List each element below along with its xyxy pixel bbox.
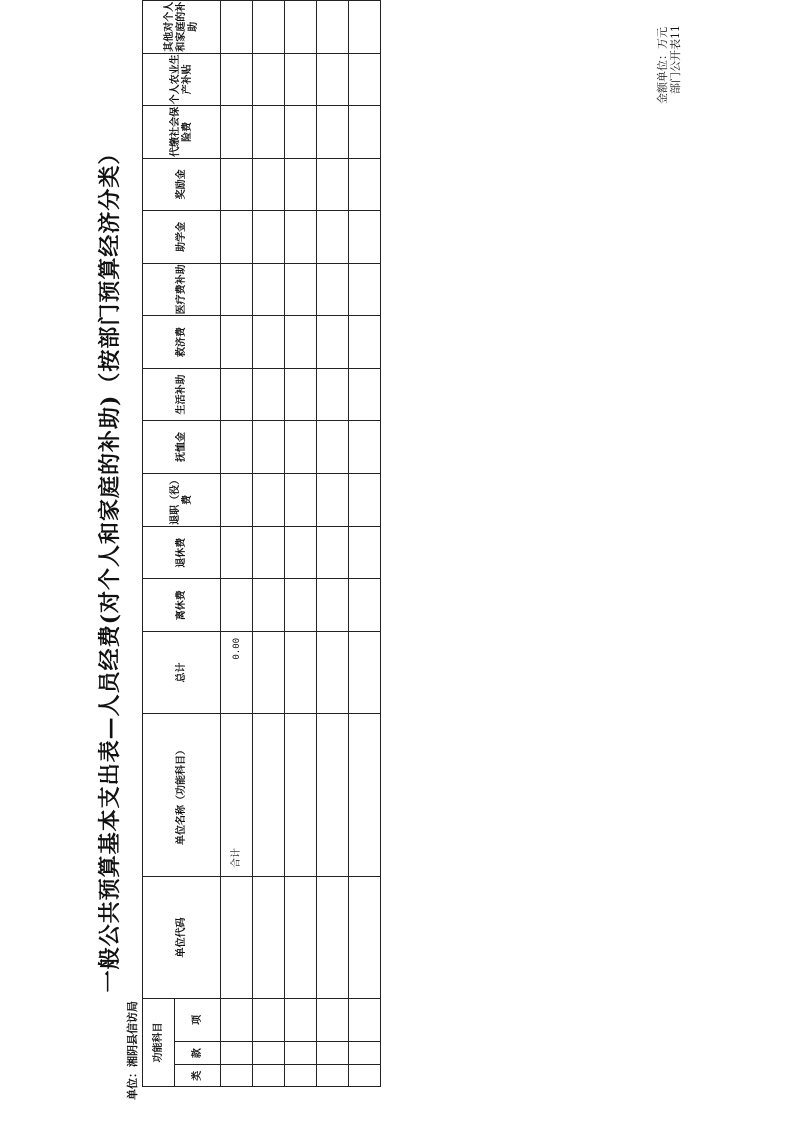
- form-number: 部门公开表11: [669, 25, 682, 94]
- col-unit-code: 单位代码: [143, 876, 221, 998]
- total-row-label: 合计: [221, 714, 253, 877]
- col-econ-5: 生活补助: [143, 368, 221, 421]
- table-row: [285, 1, 317, 1087]
- col-econ-12: 其他对个人和家庭的补助: [143, 1, 221, 54]
- col-econ-10: 代缴社会保险费: [143, 106, 221, 159]
- table-row: [253, 1, 285, 1087]
- col-econ-2: 退休费: [143, 526, 221, 579]
- sub-col-kuan: 款: [175, 1041, 221, 1065]
- col-econ-11: 个人农业生产补贴: [143, 53, 221, 106]
- col-econ-1: 离休费: [143, 579, 221, 632]
- col-econ-7: 医疗费补助: [143, 263, 221, 316]
- sub-col-xiang: 项: [175, 998, 221, 1041]
- amount-unit: 金额单位：万元: [656, 27, 669, 104]
- sub-col-lei: 类: [175, 1065, 221, 1087]
- col-unit-name: 单位名称（功能科目）: [143, 714, 221, 877]
- col-econ-4: 抚恤金: [143, 421, 221, 474]
- col-total: 总计: [143, 631, 221, 713]
- page-title: 一般公共预算基本支出表—人员经费(对个人和家庭的补助)（按部门预算经济分类）: [97, 141, 123, 993]
- table-row: [317, 1, 349, 1087]
- col-econ-3: 退职（役）费: [143, 473, 221, 526]
- col-econ-6: 救济费: [143, 316, 221, 369]
- unit-name: 单位：湘阴县信访局: [126, 1001, 139, 1100]
- budget-table: [142, 0, 381, 1087]
- group-header: 功能科目: [143, 998, 175, 1086]
- total-row-value: 0.00: [221, 631, 253, 713]
- header-row-1: [143, 1, 175, 1087]
- col-econ-9: 奖励金: [143, 158, 221, 211]
- col-econ-8: 助学金: [143, 211, 221, 264]
- table-row: [221, 1, 253, 1087]
- table-row: [349, 1, 381, 1087]
